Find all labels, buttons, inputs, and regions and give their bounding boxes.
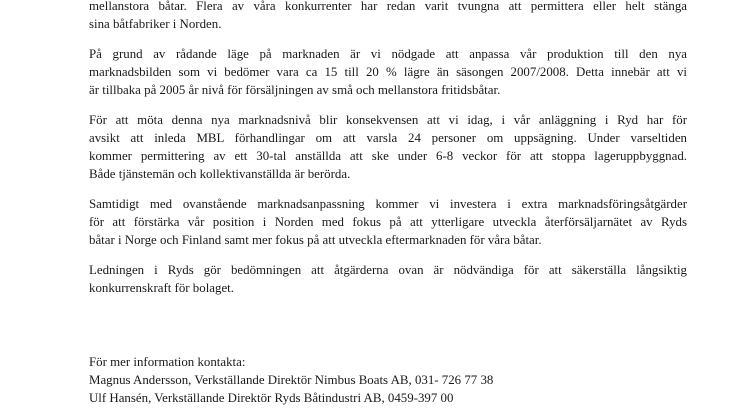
paragraph-management-assessment <box>89 261 687 297</box>
paragraph-marketing-investment <box>89 195 687 249</box>
paragraph-market-situation <box>89 0 687 33</box>
paragraph-line: För att möta denna nya marknadsnivå blir konsekvensen att vi idag, i vår anläggning i Ryd har för <box>89 113 687 127</box>
paragraph-line: Samtidigt med ovanstående marknadsanpassning kommer vi investera i extra marknadsföringsåtgärder <box>89 197 687 211</box>
paragraph-line: Både tjänstemän och kollektivanställda är berörda. <box>89 167 351 181</box>
paragraph-line: mellanstora båtar. Flera av våra konkurrenter har redan varit tvungna att permittera eller helt stänga <box>89 0 687 13</box>
paragraph-production-adjustment <box>89 45 687 99</box>
paragraph-line: för att förstärka vår position i Norden med fokus på att ytterligare utveckla återförsäljarnätet av Ryds <box>89 215 687 229</box>
contact-person: Ulf Hansén, Verkställande Direktör Ryds Båtindustri AB, 0459-397 00 <box>89 391 454 405</box>
contact-heading: För mer information kontakta: <box>89 355 246 369</box>
contact-person: Magnus Andersson, Verkställande Direktör Nimbus Boats AB, 031- 726 77 38 <box>89 373 494 387</box>
paragraph-line: är tillbaka på 2005 år nivå för försäljningen av små och mellanstora fritidsbåtar. <box>89 83 501 97</box>
paragraph-line: På grund av rådande läge på marknaden är vi nödgade att anpassa vår produktion till den nya <box>89 47 687 61</box>
document-page <box>89 0 687 405</box>
paragraph-line: Ledningen i Ryds gör bedömningen att åtgärderna ovan är nödvändiga för att säkerställa långsiktig <box>89 263 687 277</box>
paragraph-line: sina båtfabriker i Norden. <box>89 17 222 31</box>
paragraph-line: båtar i Norge och Finland samt mer fokus på att utveckla eftermarknaden för våra båtar. <box>89 233 542 247</box>
paragraph-line: kommer permittering av ett 30-tal anställda att ske under 6-8 veckor för att stoppa lageruppbyggnad. <box>89 149 687 163</box>
paragraph-line: avsikt att inleda MBL förhandlingar om att varsla 24 personer om uppsägning. Under varseltiden <box>89 131 687 145</box>
paragraph-line: marknadsbilden som vi bedömer vara ca 15 till 20 % lägre än säsongen 2007/2008. Detta innebär att vi <box>89 65 687 79</box>
paragraph-line: konkurrenskraft för bolaget. <box>89 281 234 295</box>
contact-block <box>89 353 493 407</box>
paragraph-consequences <box>89 111 687 183</box>
